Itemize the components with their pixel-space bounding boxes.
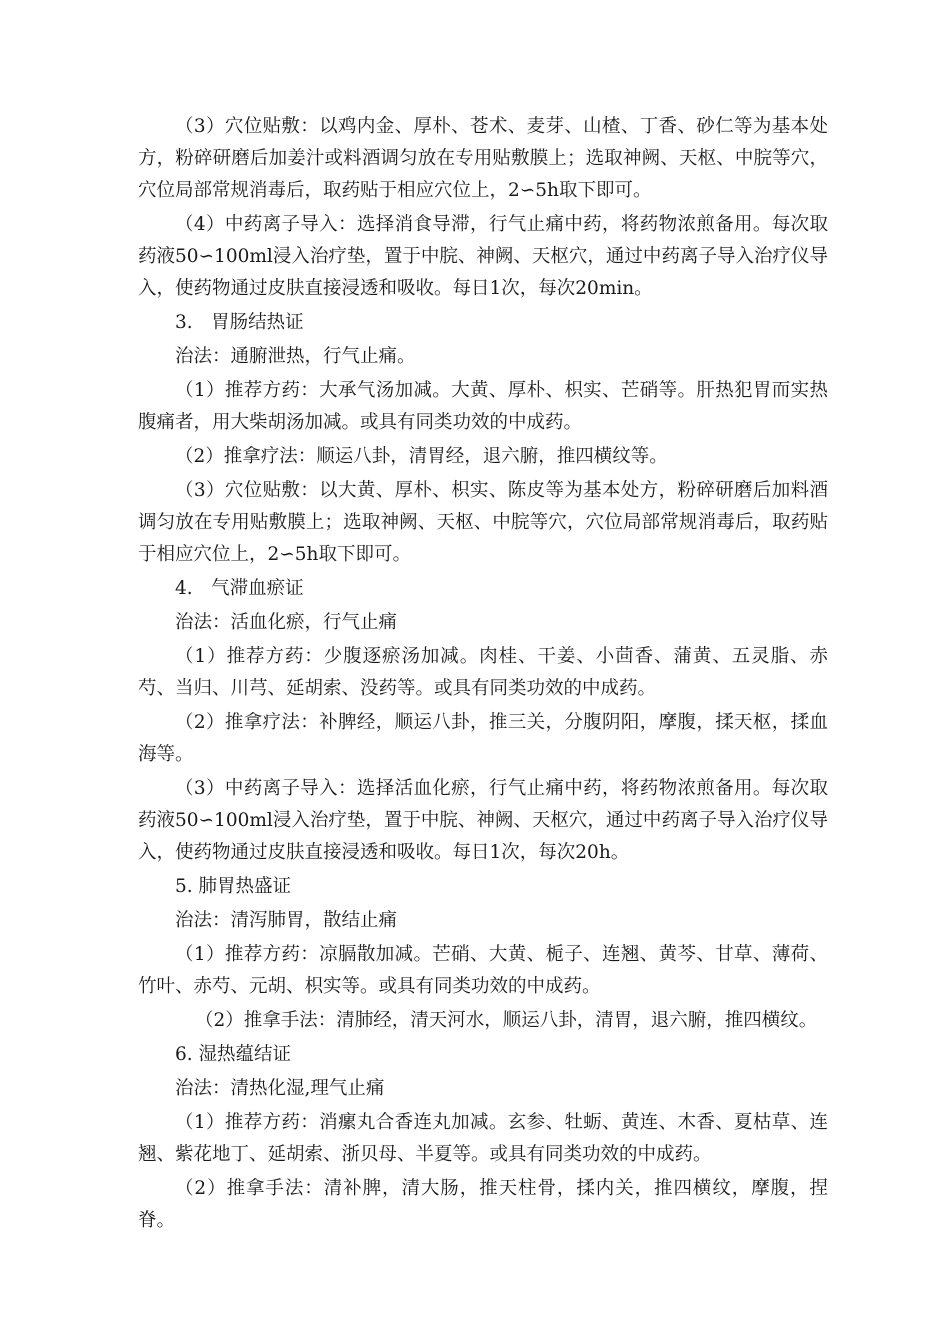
para-s6-1-prescription: （1）推荐方药：消瘰丸合香连丸加减。玄参、牡蛎、黄连、木香、夏枯草、连翘、紫花地丁、延胡索、浙贝母、半夏等。或具有同类功效的中成药。	[138, 1112, 828, 1165]
heading-section-6: 6. 湿热蕴结证	[175, 1044, 292, 1065]
para-s3-3-acupoint-application: （3）穴位贴敷：以大黄、厚朴、枳实、陈皮等为基本处方，粉碎研磨后加料酒调匀放在专用贴敷膜上；选取神阙、天枢、中脘等穴，穴位局部常规消毒后，取药贴于相应穴位上，2∽5h取下即可。	[138, 480, 828, 565]
para-s5-2-massage: （2）推拿手法：清肺经，清天河水，顺运八卦，清胃，退六腑，推四横纹。	[195, 1010, 818, 1031]
para-s2-4-ion-introduction: （4）中药离子导入：选择消食导滞，行气止痛中药，将药物浓煎备用。每次取药液50∽100ml浸入治疗垫，置于中脘、神阙、天枢穴，通过中药离子导入治疗仪导入，使药物通过皮肤直接浸透和吸收。每日1次，每次20min。	[138, 214, 828, 299]
para-s6-2-massage: （2）推拿手法：清补脾，清大肠，推天柱骨，揉内关，推四横纹，摩腹，捏脊。	[138, 1178, 828, 1231]
para-s2-3-acupoint-application: （3）穴位贴敷：以鸡内金、厚朴、苍术、麦芽、山楂、丁香、砂仁等为基本处方，粉碎研磨后加姜汁或料酒调匀放在专用贴敷膜上；选取神阙、天枢、中脘等穴，穴位局部常规消毒后，取药贴于相应穴位上，2∽5h取下即可。	[138, 116, 828, 201]
heading-section-4: 4. 气滞血瘀证	[175, 578, 304, 599]
para-s3-2-massage: （2）推拿疗法：顺运八卦，清胃经，退六腑，推四横纹等。	[175, 446, 668, 467]
document-body	[138, 111, 828, 1239]
heading-section-3: 3. 胃肠结热证	[175, 312, 304, 333]
para-s4-3-ion-introduction: （3）中药离子导入：选择活血化瘀，行气止痛中药，将药物浓煎备用。每次取药液50∽100ml浸入治疗垫，置于中脘、神阙、天枢穴，通过中药离子导入治疗仪导入，使药物通过皮肤直接浸透和吸收。每日1次，每次20h。	[138, 778, 828, 863]
treatment-section-3: 治法：通腑泄热，行气止痛。	[175, 346, 416, 367]
para-s3-1-prescription: （1）推荐方药：大承气汤加减。大黄、厚朴、枳实、芒硝等。肝热犯胃而实热腹痛者，用大柴胡汤加减。或具有同类功效的中成药。	[138, 380, 828, 433]
heading-section-5: 5. 肺胃热盛证	[175, 876, 292, 897]
para-s4-2-massage: （2）推拿疗法：补脾经，顺运八卦，推三关，分腹阴阳，摩腹，揉天枢，揉血海等。	[138, 712, 828, 765]
treatment-section-5: 治法：清泻肺胃，散结止痛	[175, 910, 398, 931]
treatment-section-6: 治法：清热化湿,理气止痛	[175, 1078, 385, 1099]
treatment-section-4: 治法：活血化瘀，行气止痛	[175, 612, 398, 633]
para-s5-1-prescription: （1）推荐方药：凉膈散加减。芒硝、大黄、栀子、连翘、黄芩、甘草、薄荷、竹叶、赤芍、元胡、枳实等。或具有同类功效的中成药。	[138, 944, 828, 997]
para-s4-1-prescription: （1）推荐方药：少腹逐瘀汤加减。肉桂、干姜、小茴香、蒲黄、五灵脂、赤芍、当归、川芎、延胡索、没药等。或具有同类功效的中成药。	[138, 646, 828, 699]
